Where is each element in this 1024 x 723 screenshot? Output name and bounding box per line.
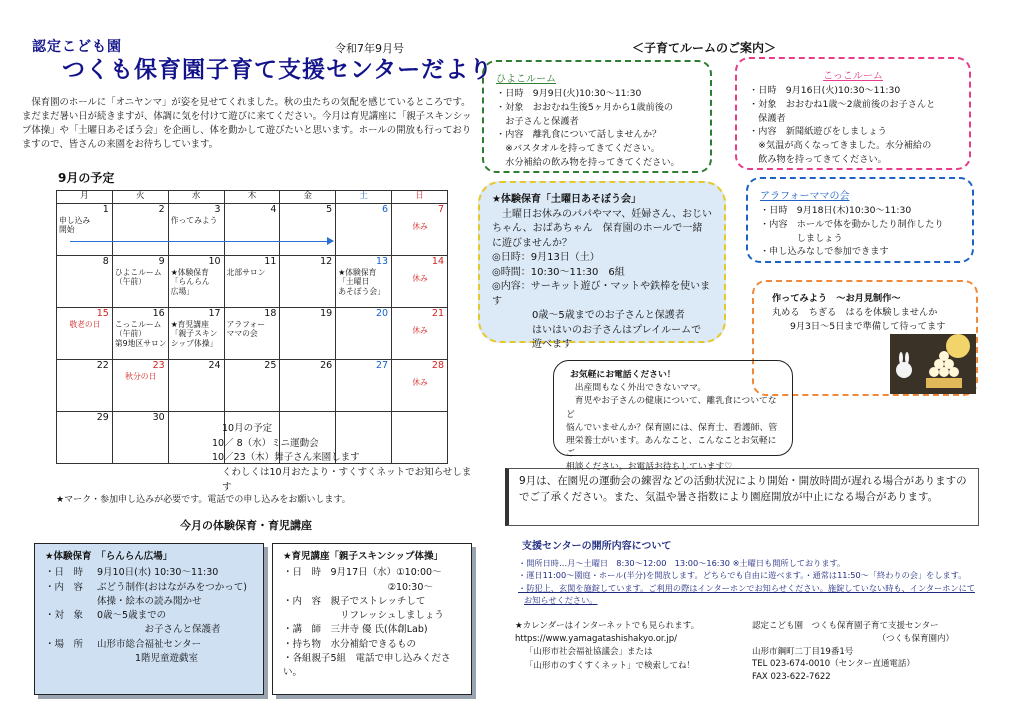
taiken-row-value: ぶどう制作(おはながみをつかって) 体操・絵本の読み聞かせ (97, 581, 247, 607)
calendar-day (224, 255, 280, 307)
calendar-day (392, 203, 448, 255)
calendar-day (224, 359, 280, 411)
calendar-week (57, 359, 448, 411)
day-event: ★体験保育 「土曜日 あそぼう会」 (338, 267, 385, 297)
open-info-line: お知らせください。 (524, 594, 598, 605)
day-number: 2 (158, 203, 165, 215)
taiken-row-label: ・対 象 (45, 610, 84, 621)
calendar-day (280, 255, 336, 307)
day-number: 30 (152, 411, 165, 423)
day-event: 作ってみよう (170, 215, 218, 225)
calendar-day (112, 203, 168, 255)
day-event: アラフォー ママの会 (226, 319, 266, 339)
hiyoko-line: ・対象 おおむね生後5ヶ月から1歳前後の (496, 101, 674, 113)
ikuji-box (272, 543, 472, 695)
contact-tel[interactable]: TEL 023-674-0010（センター直通電話） (752, 659, 915, 670)
ikuji-line: ・持ち物 水分補給できるもの (283, 638, 417, 650)
contact-line: 山形市鋼町二丁目19番1号 (752, 646, 854, 657)
day-number: 3 (214, 203, 221, 215)
day-number: 22 (96, 359, 109, 371)
arafo-room-name: アラフォーママの会 (760, 191, 850, 202)
contact-line: （つくも保育園内） (877, 633, 954, 644)
hiyoko-line: 水分補給の飲み物を持ってきてください。 (496, 156, 680, 168)
weekday-header: 火 (112, 191, 168, 204)
phone-line: 悩んでいませんか？保育園には、保育士、看護師、管 (566, 422, 778, 433)
day-event: こっこルーム （午前） 第9地区サロン (114, 319, 167, 349)
calendar-day (57, 255, 113, 307)
october-line-1: 10／ 8（水）ミニ運動会 (212, 437, 319, 449)
open-info-body (518, 557, 980, 606)
day-number: 19 (320, 307, 333, 319)
day-number: 17 (208, 307, 221, 319)
saturday-play-box (478, 181, 726, 350)
ikuji-line: ・各組親子5組 電話で申し込みください。 (283, 652, 451, 678)
schedule-notice: 9月は、在園児の運動会の練習などの活動状況により開始・開放時間が遅れる場合がありますのでご了承ください。また、気温や暑さ指数により園庭開放が中止になる場合があります。 (505, 468, 979, 526)
calendar-day (280, 359, 336, 411)
taiken-box (34, 543, 264, 695)
day-event: 休み (412, 273, 428, 283)
calendar-day (336, 255, 392, 307)
arafo-line: ・申し込みなしで参加できます (760, 246, 889, 258)
day-number: 6 (382, 203, 389, 215)
calendar-day (280, 307, 336, 359)
hiyoko-line: お子さんと保護者 (496, 115, 579, 127)
saturday-line: ◎日時：9月13日（土） (492, 252, 600, 263)
weekday-header: 水 (168, 191, 224, 204)
taiken-row (45, 609, 253, 638)
day-number: 28 (431, 359, 444, 371)
calendar-day (57, 359, 113, 411)
signup-period-arrow (70, 241, 332, 242)
saturday-line: 0歳～5歳までのお子さんと保護者 (492, 310, 685, 321)
day-event: 休み (412, 377, 428, 387)
calendar-day (224, 203, 280, 255)
calendar-day (112, 307, 168, 359)
day-number: 21 (431, 307, 444, 319)
ikuji-title: ★育児講座「親子スキンシップ体操」 (283, 551, 443, 562)
taiken-row-label: ・日 時 (45, 567, 84, 579)
calendar-day (168, 359, 224, 411)
day-number: 10 (208, 255, 221, 267)
mark-note: ★マーク・参加申し込みが必要です。電話での申し込みをお願いします。 (56, 495, 351, 505)
october-title: 10月の予定 (222, 423, 273, 434)
day-number: 18 (264, 307, 277, 319)
tsukimi-craft-photo (890, 334, 976, 394)
calendar-week (57, 307, 448, 359)
kokko-line: 飲み物を持ってきてください。 (749, 153, 887, 165)
saturday-line: 土曜日お休みのパパやママ、妊婦さん、おじいちゃん、おばあちゃん 保育園のホールで一緒に遊びませんか？ (492, 208, 712, 249)
calendar-day (168, 255, 224, 307)
calendar-day (280, 203, 336, 255)
day-event: ★体験保育 「らんらん 広場」 (170, 267, 210, 297)
calendar-day (112, 359, 168, 411)
day-number: 1 (102, 203, 109, 215)
day-event: 秋分の日 (125, 371, 157, 381)
calendar-day (392, 307, 448, 359)
calendar-info-line: 「山形市のすくすくネット」で検索してね！ (525, 660, 696, 671)
calendar-day (392, 255, 448, 307)
hiyoko-line: ・内容 離乳食について話しませんか？ (496, 129, 662, 141)
weekday-header: 金 (280, 191, 336, 204)
calendar-day (336, 203, 392, 255)
calendar-day (336, 307, 392, 359)
arafo-line: ・日時 9月18日(木)10:30～11:30 (760, 205, 912, 216)
phone-line: 出産間もなく外出できないママ。 (566, 383, 707, 394)
weekday-header: 日 (392, 191, 448, 204)
phone-line: 育児やお子さんの健康について、離乳食についてなど (566, 396, 777, 420)
org-name: 認定こども園 (32, 39, 122, 55)
hiyoko-room-name: ひよこルーム (496, 74, 556, 85)
phone-title: お気軽にお電話ください！ (570, 370, 676, 380)
calendar-week (57, 255, 448, 307)
day-number: 12 (320, 255, 333, 267)
october-line-3: くわしくは10月おたより・すくすくネットでお知らせします (222, 467, 472, 493)
ikuji-line: ②10:30～ (283, 581, 433, 593)
kokko-line: 保護者 (749, 112, 786, 124)
day-number: 13 (375, 255, 389, 267)
kokko-line: ・日時 9月16日(火)10:30～11:30 (749, 85, 901, 96)
contact-line: 認定こども園 つくも保育園子育て支援センター (752, 621, 939, 631)
calendar-day (57, 203, 113, 255)
taiken-row (45, 638, 253, 667)
calendar-week (57, 203, 448, 255)
calendar-day (168, 203, 224, 255)
calendar-day (224, 307, 280, 359)
calendar-day (112, 255, 168, 307)
day-event: 申し込み 開始 (59, 215, 91, 235)
day-number: 9 (158, 255, 165, 267)
calendar-day (336, 359, 392, 411)
calendar-day (57, 307, 113, 359)
ikuji-line: リフレッシュしましょう (283, 610, 444, 621)
calendar-day (392, 359, 448, 411)
kokko-room-box (735, 57, 971, 170)
october-line-2: 10／23（木）舞子さん来園します (212, 452, 360, 464)
kokko-line: ※気温が高くなってきました。水分補給の (749, 140, 932, 152)
ikuji-line: ・日 時 9月17日（水）①10:00～ (283, 567, 442, 579)
intro-text: 保育園のホールに「オニヤンマ」が姿を見せてくれました。秋の虫たちの気配を感じているところです。まだまだ暑い日が続きますが、体調に気を付けて遊びに来てください。今月は育児講座に「親子スキンシップ体操」や「土曜日あそぼう会」を企画し、体を動かして遊びたいと思います。ホールの開放も行っておりますので、皆さんの来園をお待ちしています。 (22, 97, 472, 151)
day-number: 15 (96, 307, 109, 319)
weekday-header: 月 (57, 191, 113, 204)
day-event: 北部サロン (226, 267, 266, 277)
arafo-line: ・内容 ホールで体を動かしたり制作したり (760, 218, 944, 230)
day-number: 4 (270, 203, 277, 215)
arafo-line: しましょう (760, 232, 843, 244)
weekday-header: 土 (336, 191, 392, 204)
day-number: 20 (375, 307, 389, 319)
day-event: 敬老の日 (69, 319, 101, 329)
ikuji-line: ・内 容 親子でストレッチして (283, 595, 426, 607)
rooms-section-title: ＜子育てルームのご案内＞ (632, 41, 777, 55)
taiken-row-value: 山形市総合福祉センター 1階児童遊戯室 (97, 638, 202, 664)
tsukimi-line: 9月3日～5日まで準備して待ってます (790, 320, 946, 332)
day-number: 5 (326, 203, 333, 215)
day-number: 24 (208, 359, 221, 371)
arafo-mama-box (746, 177, 974, 263)
day-number: 23 (152, 359, 165, 371)
day-number: 11 (264, 255, 277, 267)
open-info-line: ・防犯上、玄関を施錠しています。ご利用の際はインターホンでお知らせください。施錠していない時も、インターホンにて (518, 582, 975, 593)
contact-info (752, 620, 984, 684)
taiken-row-value: 9月10日(水) 10:30～11:30 (97, 567, 219, 579)
open-info-line: ・運日11:00～園庭・ホール(半分)を開放します。どちらでも自由に遊べます。・通常は11:50～「終わりの会」をします。 (518, 570, 967, 581)
day-number: 26 (320, 359, 333, 371)
day-event: 休み (412, 325, 428, 335)
october-plans (212, 422, 472, 496)
day-number: 7 (437, 203, 444, 215)
calendar-title: 9月の予定 (58, 171, 115, 185)
calendar-day (112, 411, 168, 463)
calendar-url-link[interactable]: https://www.yamagatashishakyo.or.jp/ (515, 634, 677, 645)
month-events-title: 今月の体験保育・育児講座 (180, 519, 312, 532)
taiken-row (45, 566, 253, 580)
issue-label: 令和7年9月号 (335, 42, 404, 55)
day-number: 25 (264, 359, 277, 371)
tsukimi-title: 作ってみよう ～お月見制作～ (772, 293, 901, 304)
kokko-line: ・内容 新聞紙遊びをしましょう (749, 126, 887, 138)
taiken-row-value: 0歳～5歳までの お子さんと保護者 (97, 610, 221, 636)
day-event: ★育児講座 「親子スキン シップ体操」 (170, 319, 218, 349)
saturday-title: ★体験保育「土曜日あそぼう会」 (492, 194, 641, 205)
contact-fax: FAX 023-622-7622 (752, 672, 831, 682)
saturday-line: ◎内容：サーキット遊び・マットや鉄棒を使います (492, 281, 711, 307)
calendar-info-line: 「山形市社会福祉協議会」または (525, 647, 653, 658)
taiken-title: ★体験保育 「らんらん広場」 (45, 551, 173, 562)
saturday-line: 遊べます (492, 339, 572, 350)
hiyoko-room-box (482, 60, 712, 173)
weekday-header: 木 (224, 191, 280, 204)
calendar-online-info (515, 620, 750, 673)
ikuji-line: ・講 師 三井寺 優 氏(体創Lab) (283, 624, 428, 636)
tsukimi-line: 丸める ちぎる はるを体験しませんか (772, 306, 938, 318)
day-number: 14 (431, 255, 444, 267)
phone-line: 理栄養士がいます。あんなこと、こんなことお気軽にご (566, 435, 777, 460)
day-number: 8 (102, 255, 109, 267)
calendar-day (57, 411, 113, 463)
taiken-row-label: ・場 所 (45, 638, 84, 650)
calendar-day (168, 307, 224, 359)
phone-line: 相談ください。お電話お待ちしています♡ (566, 462, 733, 473)
hiyoko-line: ・日時 9月9日(火)10:30～11:30 (496, 88, 642, 99)
open-info-line: ・開所日時…月～土曜日 8:30～12:00 13:00～16:30 ※土曜日も開所しております。 (518, 558, 846, 568)
kokko-room-name: こっこルーム (823, 71, 883, 82)
day-event: ひよこルーム （午前） (114, 267, 162, 287)
kokko-line: ・対象 おおむね1歳～2歳前後のお子さんと (749, 98, 936, 110)
saturday-line: ◎時間：10:30～11:30 6組 (492, 266, 625, 278)
newsletter-title: つくも保育園子育て支援センターだより (62, 57, 494, 83)
day-number: 27 (375, 359, 389, 371)
calendar-info-line: ★カレンダーはインターネットでも見られます。 (515, 621, 700, 631)
taiken-row (45, 581, 253, 610)
phone-consult-box (553, 360, 793, 473)
day-event: 休み (412, 221, 428, 231)
open-info-title: 支援センターの開所内容について (522, 541, 672, 552)
taiken-row-label: ・内 容 (45, 581, 84, 593)
day-number: 16 (152, 307, 165, 319)
day-number: 29 (96, 411, 109, 423)
saturday-line: はいはいのお子さんはプレイルームで (492, 324, 702, 336)
hiyoko-line: ※バスタオルを持ってきてください。 (496, 143, 660, 155)
